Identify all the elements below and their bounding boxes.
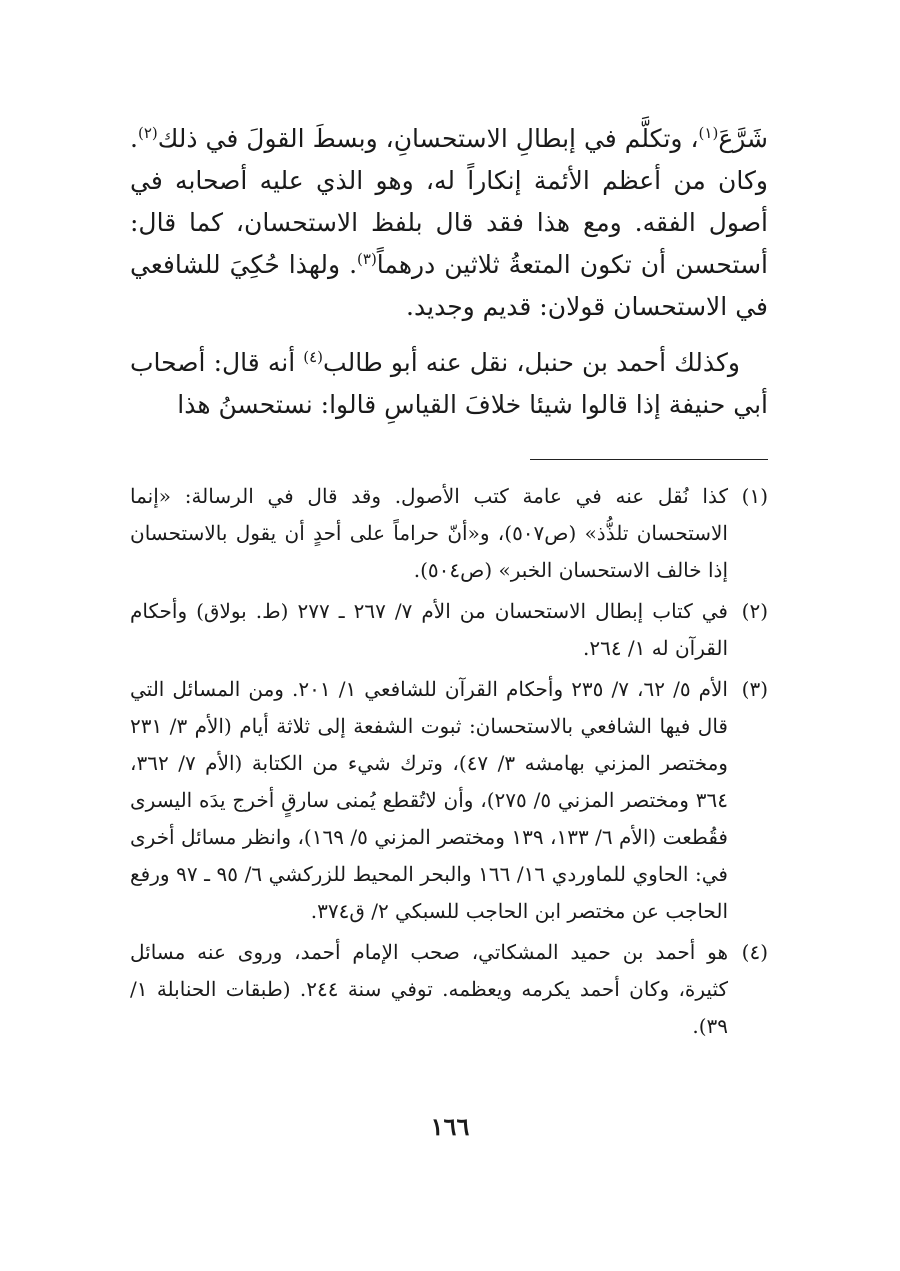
footnote bbox=[130, 478, 768, 589]
main-text bbox=[130, 118, 768, 426]
footnote-number: (٢) bbox=[741, 599, 768, 623]
footnote-text: في كتاب إبطال الاستحسان من الأم ٧/ ٢٦٧ ـ ٢٧٧ (ط. بولاق) وأحكام القرآن له ١/ ٢٦٤. bbox=[130, 599, 728, 660]
footnote bbox=[130, 593, 768, 667]
footnote-marker: (٤) bbox=[303, 348, 324, 366]
text-run: أنه قال: أصحاب أبي حنيفة إذا قالوا شيئا خلافَ القياسِ قالوا: نستحسنُ هذا bbox=[130, 348, 768, 419]
text-run: ، وتكلَّم في إبطالِ الاستحسانِ، وبسطَ القولَ في ذلك bbox=[157, 124, 699, 153]
footnote-number: (٣) bbox=[741, 677, 768, 701]
footnote-number: (١) bbox=[741, 484, 768, 508]
paragraph bbox=[130, 118, 768, 328]
footnote-text: الأم ٥/ ٦٢، ٧/ ٢٣٥ وأحكام القرآن للشافعي ١/ ٢٠١. ومن المسائل التي قال فيها الشافعي بالاستحسان: ثبوت الشفعة إلى ثلاثة أيام (الأم ٣/ ٢٣١ ومختصر المزني بهامشه ٣/ ٤٧)، وترك شيء من الكتابة (الأم ٧/ ٣٦٢، ٣٦٤ ومختصر المزني ٥/ ٢٧٥)، وأن لاتُقطع يُمنى سارقٍ أخرج يدَه اليسرى فقُطعت (الأم ٦/ ١٣٣، ١٣٩ ومختصر المزني ٥/ ١٦٩)، وانظر مسائل أخرى في: الحاوي للماوردي ١٦/ ١٦٦ والبحر المحيط للزركشي ٦/ ٩٥ ـ ٩٧ ورفع الحاجب عن مختصر ابن الحاجب للسبكي ٢/ ق٣٧٤. bbox=[130, 677, 728, 923]
page-number: ١٦٦ bbox=[430, 1112, 470, 1141]
footnotes bbox=[130, 478, 768, 1049]
footnote bbox=[130, 671, 768, 930]
footnote-number: (٤) bbox=[741, 940, 768, 964]
footnote-marker: (٢) bbox=[137, 124, 158, 142]
paragraph bbox=[130, 342, 768, 426]
footnote-marker: (١) bbox=[698, 124, 719, 142]
footnote-text: كذا نُقل عنه في عامة كتب الأصول. وقد قال في الرسالة: «إنما الاستحسان تلذُّذ» (ص٥٠٧)، و«أنّ حراماً على أحدٍ أن يقول بالاستحسان إذا خالف الاستحسان الخبر» (ص٥٠٤). bbox=[130, 484, 728, 582]
text-run: . وكان من أعظم الأئمة إنكاراً له، وهو الذي عليه أصحابه في أصول الفقه. ومع هذا فقد قال بلفظ الاستحسان، كما قال: أستحسن أن تكون المتعةُ ثلاثين درهماً bbox=[130, 124, 768, 279]
footnote-marker: (٣) bbox=[357, 250, 377, 268]
footnote-text: هو أحمد بن حميد المشكاتي، صحب الإمام أحمد، وروى عنه مسائل كثيرة، وكان أحمد يكرمه ويعظمه. توفي سنة ٢٤٤. (طبقات الحنابلة ١/ ٣٩). bbox=[130, 940, 728, 1038]
text-run: شَرَّعَ bbox=[718, 124, 768, 153]
footnote bbox=[130, 934, 768, 1045]
text-run: وكذلك أحمد بن حنبل، نقل عنه أبو طالب bbox=[323, 348, 740, 377]
text-run: . ولهذا حُكِيَ للشافعي في الاستحسان قولان: قديم وجديد. bbox=[130, 250, 768, 321]
footnote-separator bbox=[530, 459, 768, 460]
